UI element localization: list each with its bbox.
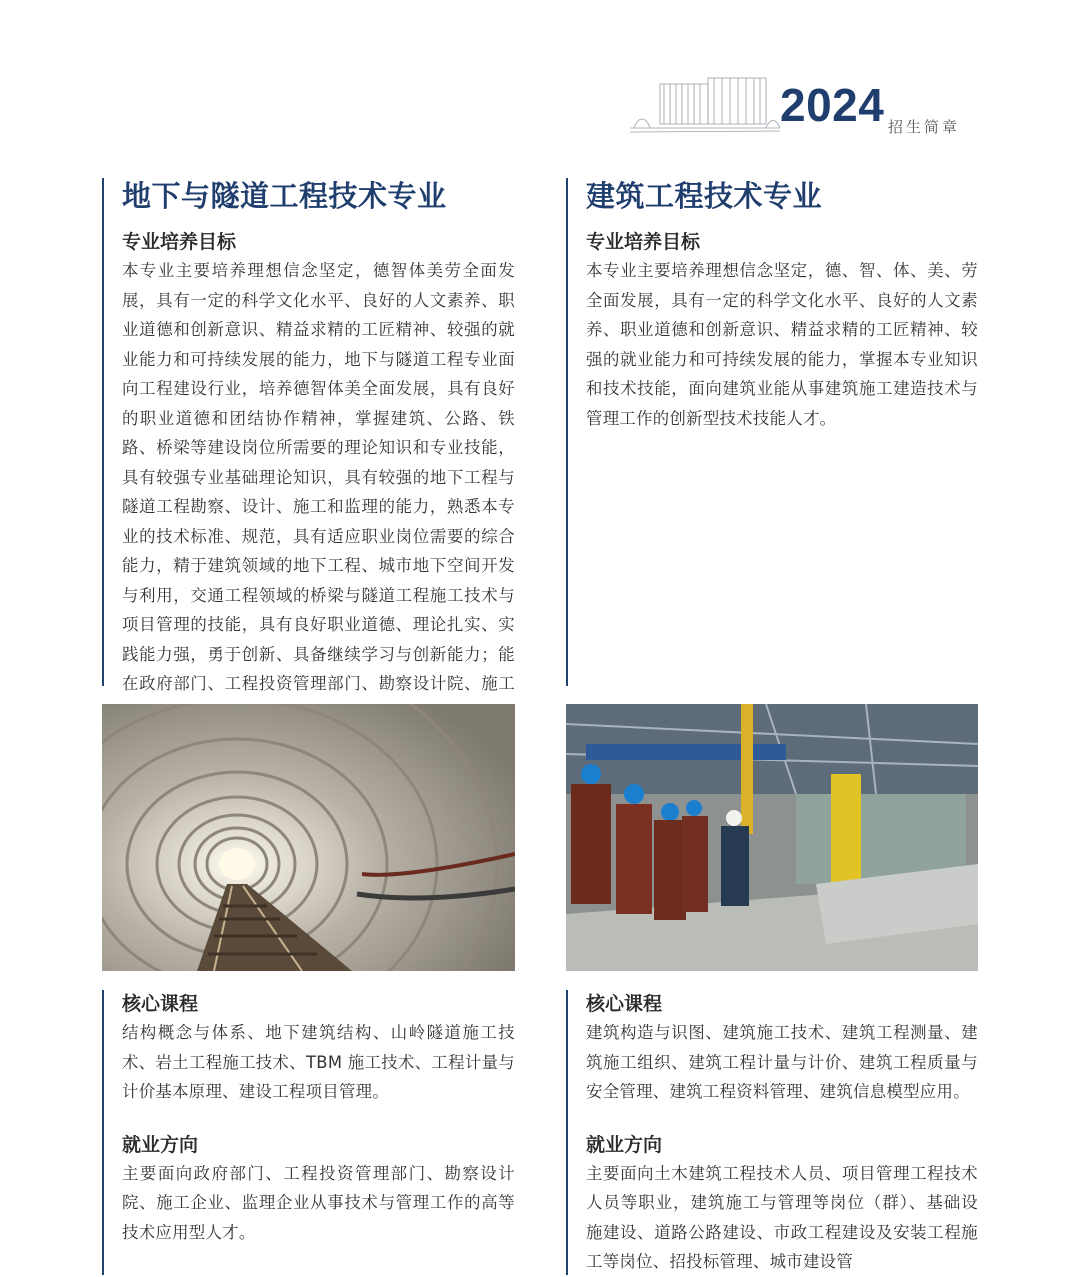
left-goal-block (102, 178, 515, 693)
tunnel-photo (102, 704, 515, 971)
right-goal-text: 本专业主要培养理想信念坚定，德、智、体、美、劳全面发展，具有一定的科学文化水平、良好的人文素养、职业道德和创新意识、精益求精的工匠精神、较强的就业能力和可持续发展的能力，掌握本专业知识和技术技能，面向建筑业能从事建筑施工建造技术与管理工作的创新型技术技能人才。 (586, 261, 978, 428)
right-core-text: 建筑构造与识图、建筑施工技术、建筑工程测量、建筑施工组织、建筑工程计量与计价、建筑工程质量与安全管理、建筑工程资料管理、建筑信息模型应用。 (586, 1023, 978, 1101)
right-goal-block (566, 178, 978, 686)
building-sketch-icon (630, 76, 780, 136)
brochure-subtitle: 招生简章 (888, 118, 961, 136)
left-job-text: 主要面向政府部门、工程投资管理部门、勘察设计院、施工企业、监理企业从事技术与管理工作的高等技术应用型人才。 (122, 1163, 515, 1242)
right-job-heading: 就业方向 (586, 1133, 663, 1156)
right-core-block (566, 990, 978, 1275)
year-label: 2024 (780, 79, 885, 131)
right-core-heading: 核心课程 (586, 993, 663, 1015)
left-core-section (102, 990, 515, 1275)
left-major-title: 地下与隧道工程技术专业 (122, 179, 447, 213)
left-core-text: 结构概念与体系、地下建筑结构、山岭隧道施工技术、岩土工程施工技术、TBM 施工技术、工程计量与计价基本原理、建设工程项目管理。 (122, 1023, 515, 1101)
left-core-block (102, 990, 515, 1275)
workshop-photo (566, 704, 978, 971)
left-goal-heading: 专业培养目标 (122, 231, 237, 253)
right-major-title: 建筑工程技术专业 (586, 179, 823, 213)
right-major-section (566, 178, 978, 686)
page-header (630, 72, 980, 142)
right-goal-heading: 专业培养目标 (586, 231, 701, 253)
left-goal-text: 本专业主要培养理想信念坚定，德智体美劳全面发展，具有一定的科学文化水平、良好的人文素养、职业道德和创新意识、精益求精的工匠精神、较强的就业能力和可持续发展的能力，地下与隧道工程专业面向工程建设行业，培养德智体美全面发展，具有良好的职业道德和团结协作精神，掌握建筑、公路、铁路、桥梁等建设岗位所需要的理论知识和专业技能，具有较强专业基础理论知识，具有较强的地下工程与隧道工程勘察、设计、施工和监理的能力，熟悉本专业的技术标准、规范，具有适应职业岗位需要的综合能力，精于建筑领域的地下工程、城市地下空间开发与利用，交通工程领域的桥梁与隧道工程施工技术与项目管理的技能，具有良好职业道德、理论扎实、实践能力强，勇于创新、具备继续学习与创新能力；能在政府部门、工程投资管理部门、勘察设计院、施工 (122, 261, 515, 693)
left-core-heading: 核心课程 (122, 993, 199, 1015)
left-major-section (102, 178, 515, 693)
right-job-text: 主要面向土木建筑工程技术人员、项目管理工程技术人员等职业，建筑施工与管理等岗位（群）、基础设施建设、道路公路建设、市政工程建设及安装工程施工等岗位、招投标管理、城市建设管 (586, 1163, 978, 1271)
right-core-section (566, 990, 978, 1275)
left-job-heading: 就业方向 (122, 1133, 199, 1156)
